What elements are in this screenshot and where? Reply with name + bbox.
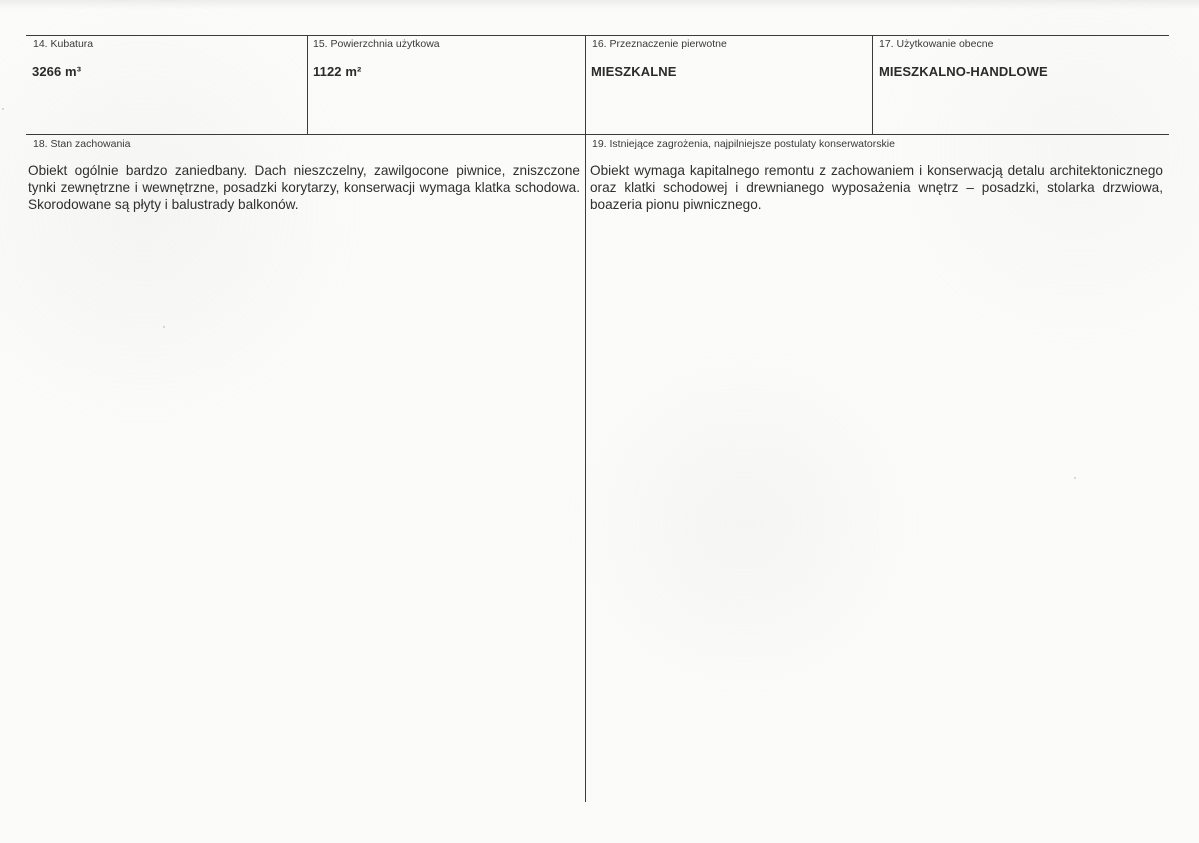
- divider-14-15: [307, 35, 308, 134]
- scan-speck: [1074, 477, 1076, 479]
- middle-border: [26, 134, 1169, 135]
- przeznaczenie-value: MIESZKALNE: [591, 64, 677, 79]
- stan-label: 18. Stan zachowania: [33, 138, 131, 150]
- powierzchnia-value: 1122 m²: [313, 64, 362, 79]
- top-border: [26, 35, 1169, 36]
- kubatura-value: 3266 m³: [32, 64, 82, 79]
- divider-15-16: [585, 35, 586, 802]
- kubatura-label: 14. Kubatura: [33, 38, 94, 50]
- uzytkowanie-label: 17. Użytkowanie obecne: [879, 38, 994, 50]
- scan-speck: [2, 108, 4, 110]
- powierzchnia-label: 15. Powierzchnia użytkowa: [313, 38, 440, 50]
- scan-edge: [0, 0, 1199, 10]
- scan-speck: [163, 326, 165, 328]
- divider-16-17: [872, 35, 873, 134]
- zagrozenia-text: Obiekt wymaga kapitalnego remontu z zachowaniem i konserwacją detalu architektonicznego oraz klatki schodowej i drewnianego wyposażenia wnętrz – posadzki, stolarka drzwiowa, boazeria pionu piwnicznego.: [590, 163, 1163, 212]
- uzytkowanie-value: MIESZKALNO-HANDLOWE: [879, 64, 1048, 79]
- zagrozenia-label: 19. Istniejące zagrożenia, najpilniejsze postulaty konserwatorskie: [592, 138, 895, 150]
- przeznaczenie-label: 16. Przeznaczenie pierwotne: [592, 38, 727, 50]
- stan-text: Obiekt ogólnie bardzo zaniedbany. Dach nieszczelny, zawilgocone piwnice, zniszczone tynki zewnętrzne i wewnętrzne, posadzki korytarzy, konserwacji wymaga klatka schodowa. Skorodowane są płyty i balustrady balkonów.: [28, 163, 580, 212]
